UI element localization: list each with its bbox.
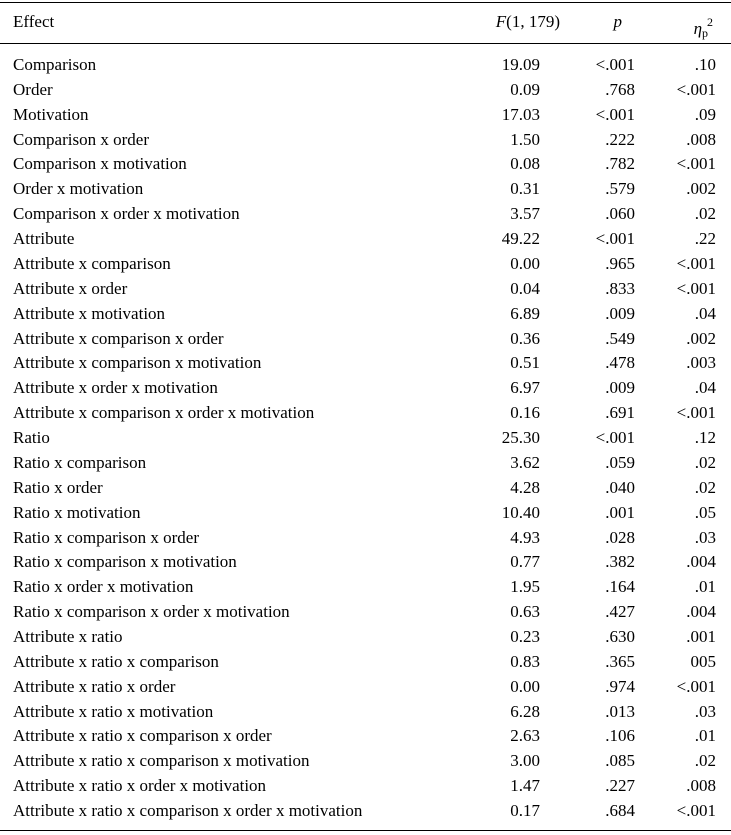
table-row (0, 376, 731, 400)
header-partial-eta-squared (693, 10, 713, 40)
effect-cell: Ratio x comparison (13, 452, 147, 472)
table-row (0, 252, 731, 276)
eta-value-cell: .002 (686, 328, 716, 348)
f-value-cell: 0.23 (510, 627, 540, 646)
effect-cell: Attribute x ratio x comparison (13, 651, 219, 671)
f-value-cell: 0.17 (510, 801, 540, 821)
effect-cell: Attribute x ratio x comparison x motivation (13, 751, 310, 771)
header-eta-symbol: η (693, 19, 702, 38)
effect-cell: Attribute x ratio (13, 627, 123, 646)
f-value-cell: 0.00 (510, 253, 540, 273)
f-value-cell: 3.57 (510, 204, 540, 224)
eta-value-cell: .002 (686, 179, 716, 199)
table-row (0, 202, 731, 226)
effect-cell: Comparison x order (13, 129, 149, 149)
table-row (0, 625, 731, 649)
eta-value-cell: .12 (694, 428, 716, 448)
eta-value-cell: <.001 (676, 79, 716, 99)
p-value-cell: .059 (605, 452, 635, 472)
eta-value-cell: .02 (694, 204, 716, 224)
p-value-cell: .427 (605, 602, 635, 622)
effect-cell: Attribute x comparison x motivation (13, 353, 262, 373)
table-row (0, 724, 731, 748)
eta-value-cell: .02 (694, 477, 716, 497)
eta-value-cell: <.001 (676, 801, 716, 821)
effect-cell: Attribute x comparison x order x motivation (13, 403, 315, 423)
eta-value-cell: .008 (686, 129, 716, 149)
effect-cell: Order x motivation (13, 179, 144, 199)
f-value-cell: 0.31 (510, 179, 540, 199)
eta-value-cell: .004 (686, 602, 716, 622)
bottom-rule (0, 830, 731, 831)
eta-value-cell: .10 (694, 55, 716, 74)
f-value-cell: 0.63 (510, 602, 540, 622)
eta-value-cell: 005 (690, 651, 716, 671)
table-row (0, 526, 731, 550)
header-f-df: (1, 179) (506, 12, 560, 31)
table-row (0, 227, 731, 251)
p-value-cell: .001 (605, 502, 635, 522)
table-row (0, 550, 731, 574)
f-value-cell: 4.28 (510, 477, 540, 497)
eta-value-cell: .09 (694, 104, 716, 124)
eta-value-cell: .22 (694, 229, 716, 249)
p-value-cell: <.001 (595, 55, 635, 74)
p-value-cell: .965 (605, 253, 635, 273)
p-value-cell: .040 (605, 477, 635, 497)
table-row (0, 600, 731, 624)
f-value-cell: 2.63 (510, 726, 540, 746)
p-value-cell: .227 (605, 776, 635, 796)
table-row (0, 327, 731, 351)
p-value-cell: .684 (605, 801, 635, 821)
eta-value-cell: .003 (686, 353, 716, 373)
f-value-cell: 17.03 (501, 104, 540, 124)
p-value-cell: .478 (605, 353, 635, 373)
table-row (0, 700, 731, 724)
header-f-statistic (496, 10, 560, 34)
f-value-cell: 0.00 (510, 676, 540, 696)
effect-cell: Ratio x comparison x order x motivation (13, 602, 290, 622)
table-row (0, 799, 731, 823)
eta-value-cell: .02 (694, 751, 716, 771)
f-value-cell: 0.04 (510, 278, 540, 298)
f-value-cell: 0.77 (510, 552, 540, 572)
effect-cell: Attribute x order x motivation (13, 378, 218, 398)
f-value-cell: 6.89 (510, 303, 540, 323)
p-value-cell: .630 (605, 627, 635, 646)
p-value-cell: .013 (605, 701, 635, 721)
eta-value-cell: <.001 (676, 403, 716, 423)
p-value-cell: <.001 (595, 104, 635, 124)
table-row (0, 277, 731, 301)
header-eta-superscript: 2 (707, 15, 713, 29)
table-row (0, 302, 731, 326)
table-row (0, 774, 731, 798)
f-value-cell: 4.93 (510, 527, 540, 547)
f-value-cell: 3.62 (510, 452, 540, 472)
table-row (0, 749, 731, 773)
table-row (0, 351, 731, 375)
eta-value-cell: <.001 (676, 253, 716, 273)
f-value-cell: 0.16 (510, 403, 540, 423)
effect-cell: Order (13, 79, 53, 99)
p-value-cell: .833 (605, 278, 635, 298)
effect-cell: Attribute (13, 229, 75, 249)
table-row (0, 177, 731, 201)
eta-value-cell: .004 (686, 552, 716, 572)
top-rule (0, 2, 731, 3)
table-row (0, 650, 731, 674)
p-value-cell: .549 (605, 328, 635, 348)
header-f-symbol: F (495, 12, 507, 31)
f-value-cell: 3.00 (510, 751, 540, 771)
f-value-cell: 49.22 (501, 229, 540, 249)
f-value-cell: 6.28 (510, 701, 540, 721)
f-value-cell: 0.09 (510, 79, 540, 99)
table-row (0, 78, 731, 102)
eta-value-cell: .04 (694, 303, 716, 323)
header-rule (0, 43, 731, 44)
header-effect: Effect (13, 12, 55, 31)
p-value-cell: .768 (605, 79, 635, 99)
eta-value-cell: .03 (694, 701, 716, 721)
effect-cell: Attribute x ratio x motivation (13, 701, 214, 721)
f-value-cell: 1.50 (510, 129, 540, 149)
eta-value-cell: <.001 (676, 154, 716, 174)
f-value-cell: 0.08 (510, 154, 540, 174)
p-value-cell: .085 (605, 751, 635, 771)
table-row (0, 103, 731, 127)
eta-value-cell: .01 (694, 726, 716, 746)
effect-cell: Attribute x ratio x order (13, 676, 176, 696)
table-row (0, 476, 731, 500)
p-value-cell: .164 (605, 577, 635, 597)
eta-value-cell: <.001 (676, 278, 716, 298)
p-value-cell: .365 (605, 651, 635, 671)
effect-cell: Ratio x order x motivation (13, 577, 194, 597)
eta-value-cell: <.001 (676, 676, 716, 696)
effect-cell: Motivation (13, 104, 89, 124)
table-row (0, 675, 731, 699)
p-value-cell: .782 (605, 154, 635, 174)
effect-cell: Attribute x ratio x comparison x order (13, 726, 272, 746)
eta-value-cell: .02 (694, 452, 716, 472)
eta-value-cell: .008 (686, 776, 716, 796)
header-eta-subscript: p (702, 26, 708, 40)
p-value-cell: <.001 (595, 229, 635, 249)
p-value-cell: .009 (605, 303, 635, 323)
p-value-cell: .974 (605, 676, 635, 696)
effect-cell: Attribute x comparison (13, 253, 171, 273)
table-row (0, 401, 731, 425)
effect-cell: Ratio (13, 428, 50, 448)
eta-value-cell: .01 (694, 577, 716, 597)
effect-cell: Attribute x ratio x comparison x order x motivation (13, 801, 363, 821)
f-value-cell: 19.09 (501, 55, 540, 74)
effect-cell: Attribute x motivation (13, 303, 166, 323)
p-value-cell: .579 (605, 179, 635, 199)
effect-cell: Ratio x motivation (13, 502, 141, 522)
f-value-cell: 6.97 (510, 378, 540, 398)
p-value-cell: <.001 (595, 428, 635, 448)
table-row (0, 426, 731, 450)
p-value-cell: .382 (605, 552, 635, 572)
effect-cell: Comparison (13, 55, 97, 74)
header-p-value: p (613, 12, 622, 31)
eta-value-cell: .001 (686, 627, 716, 646)
eta-value-cell: .03 (694, 527, 716, 547)
effect-cell: Comparison x motivation (13, 154, 187, 174)
f-value-cell: 0.51 (510, 353, 540, 373)
p-value-cell: .028 (605, 527, 635, 547)
f-value-cell: 10.40 (501, 502, 540, 522)
f-value-cell: 25.30 (501, 428, 540, 448)
table-row (0, 152, 731, 176)
table-row (0, 575, 731, 599)
eta-value-cell: .05 (694, 502, 716, 522)
f-value-cell: 1.47 (510, 776, 540, 796)
f-value-cell: 0.83 (510, 651, 540, 671)
effect-cell: Ratio x order (13, 477, 103, 497)
table-row (0, 501, 731, 525)
effect-cell: Attribute x ratio x order x motivation (13, 776, 267, 796)
effect-cell: Ratio x comparison x motivation (13, 552, 237, 572)
p-value-cell: .691 (605, 403, 635, 423)
table-header-row (0, 10, 731, 40)
table-row (0, 451, 731, 475)
effect-cell: Ratio x comparison x order (13, 527, 200, 547)
eta-value-cell: .04 (694, 378, 716, 398)
p-value-cell: .009 (605, 378, 635, 398)
p-value-cell: .060 (605, 204, 635, 224)
effect-cell: Attribute x comparison x order (13, 328, 224, 348)
f-value-cell: 1.95 (510, 577, 540, 597)
p-value-cell: .106 (605, 726, 635, 746)
table-row (0, 53, 731, 77)
p-value-cell: .222 (605, 129, 635, 149)
effect-cell: Comparison x order x motivation (13, 204, 240, 224)
effect-cell: Attribute x order (13, 278, 128, 298)
f-value-cell: 0.36 (510, 328, 540, 348)
table-row (0, 128, 731, 152)
